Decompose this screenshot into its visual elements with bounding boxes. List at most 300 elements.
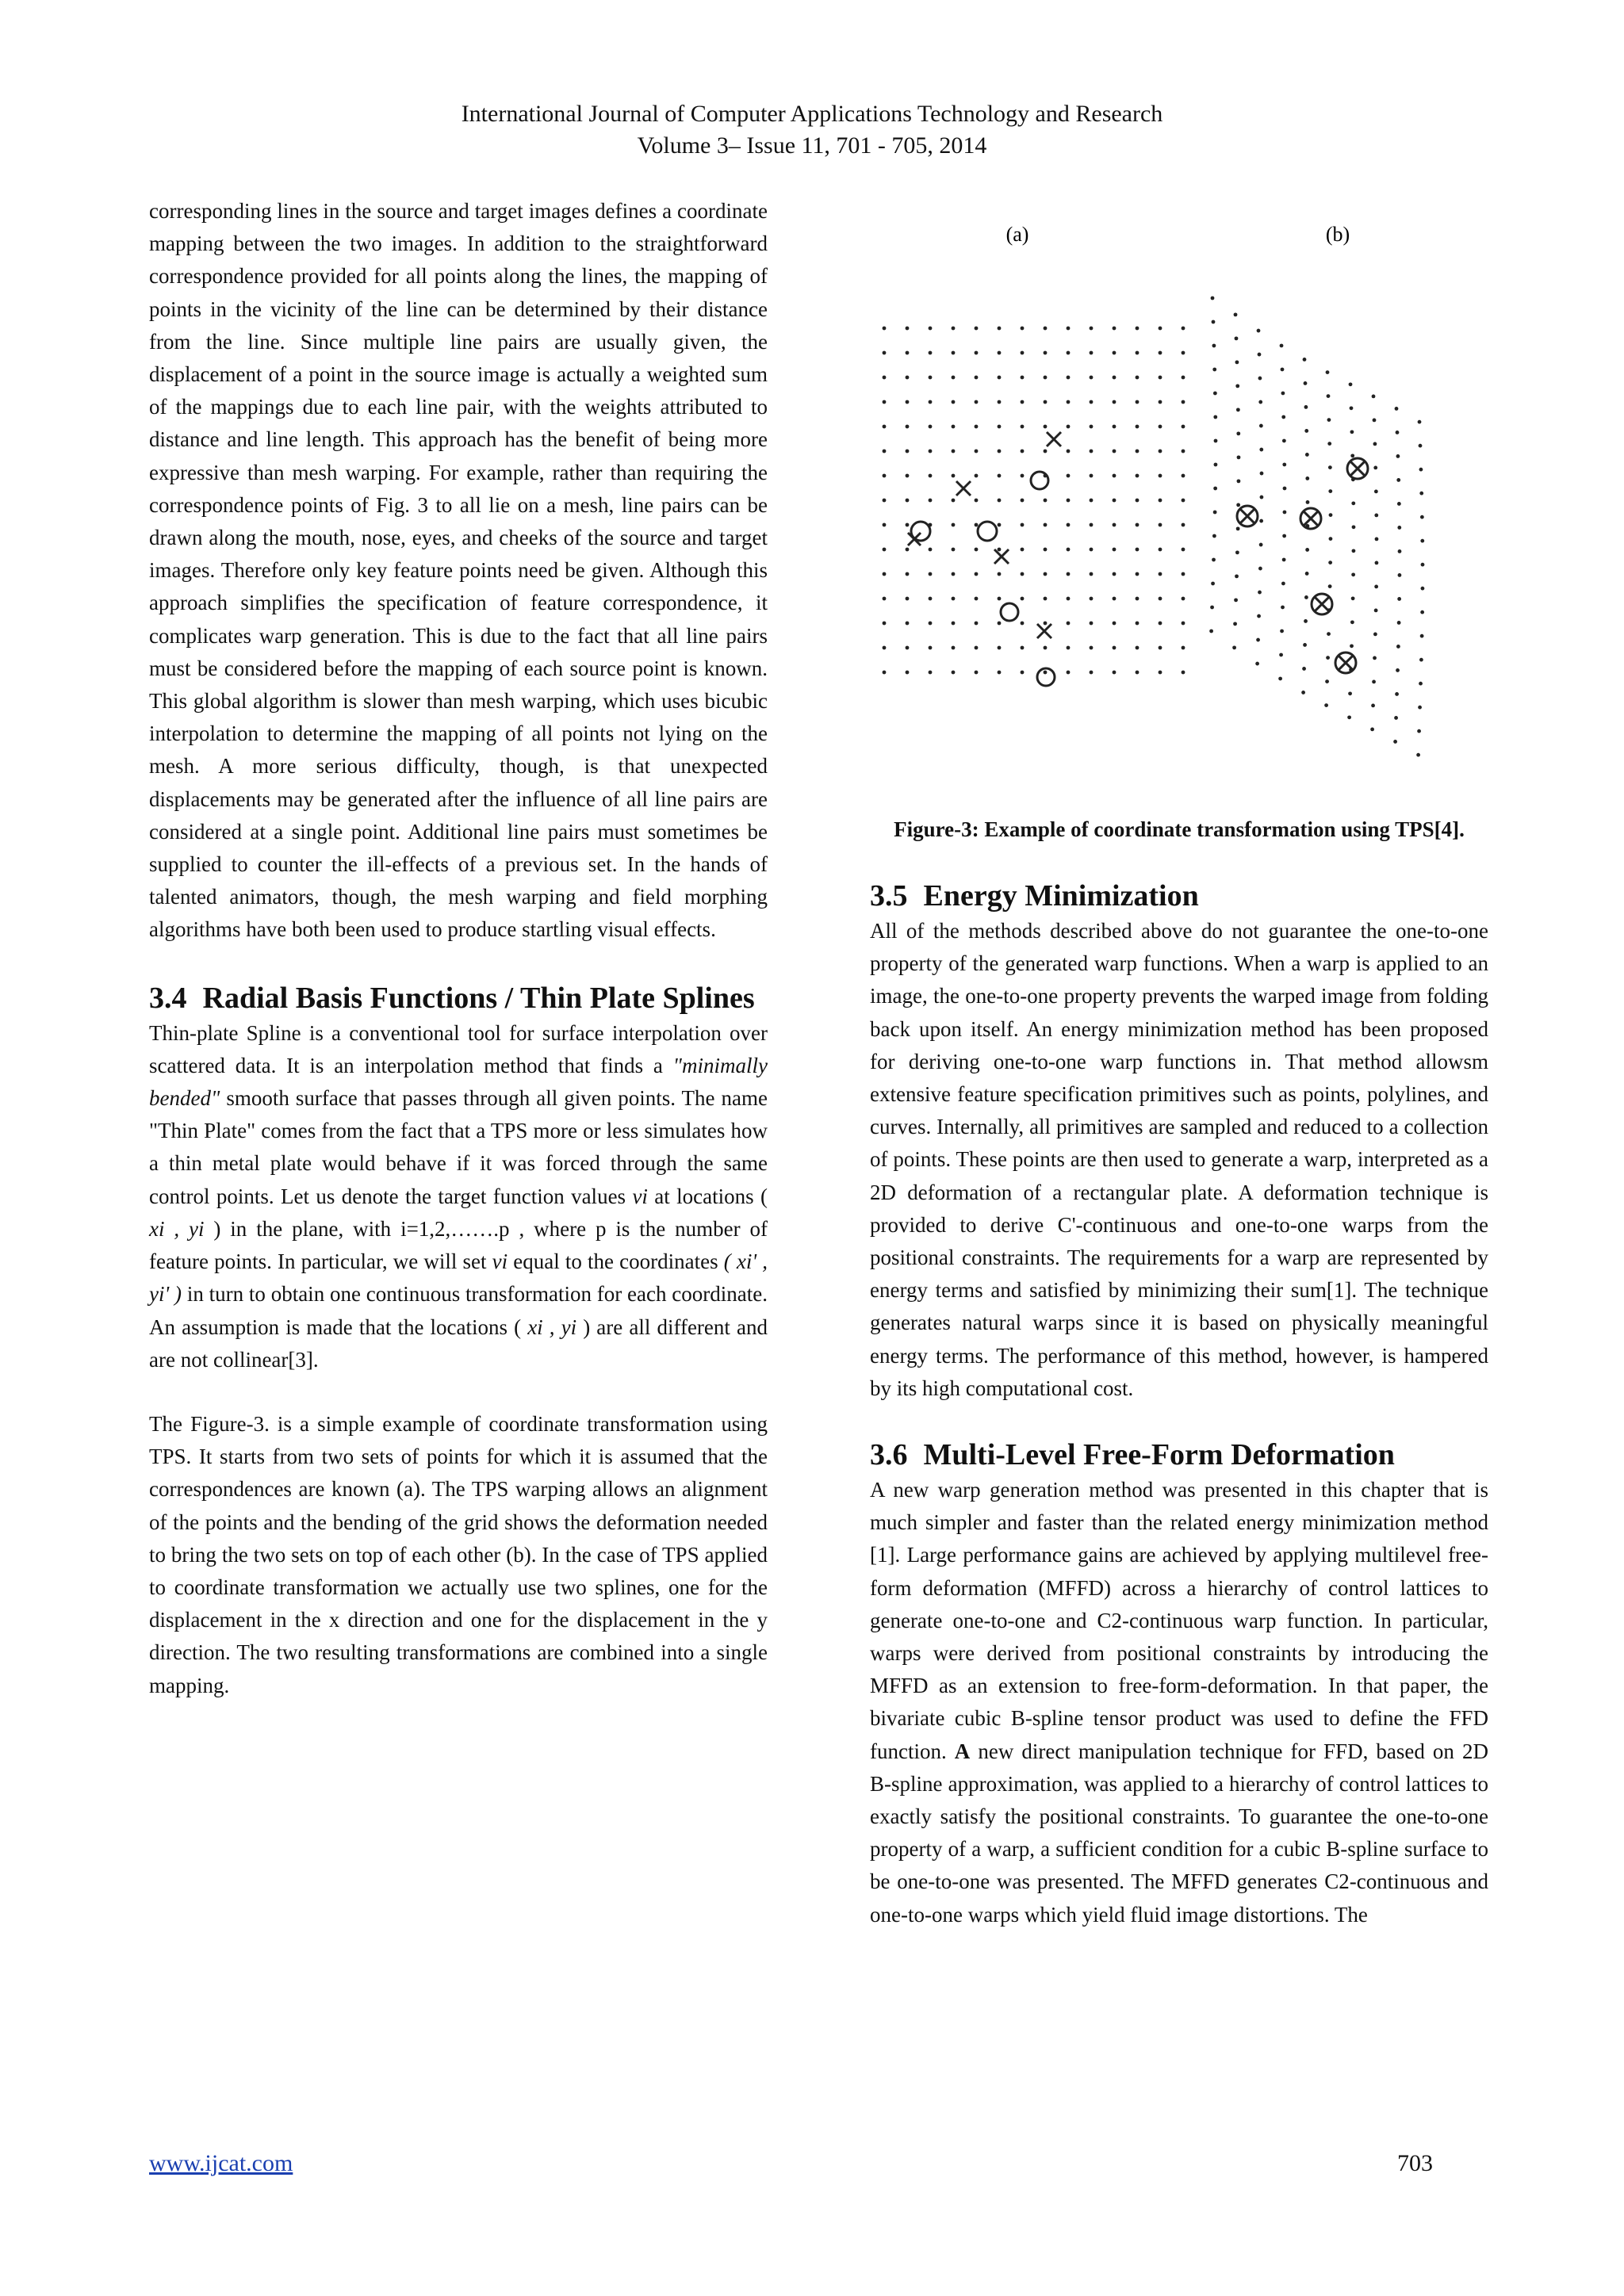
grid-point [1236,408,1240,411]
grid-point [1113,327,1116,331]
grid-point [952,622,956,626]
grid-point [1398,573,1402,577]
grid-point [1113,400,1116,404]
grid-point [1372,679,1376,683]
grid-point [1044,597,1048,601]
figure-caption: Figure-3: Example of coordinate transformation using TPS[4]. [894,817,1465,841]
grid-point [1067,548,1071,552]
grid-point [1370,727,1374,731]
grid-point [952,548,956,552]
grid-point [1113,450,1116,453]
grid-point [1182,376,1185,380]
grid-point [975,671,979,675]
grid-point [1044,523,1048,527]
grid-point [929,450,933,453]
grid-point [1257,329,1261,333]
grid-point [929,376,933,380]
grid-point [975,327,979,331]
grid-point [952,646,956,650]
grid-point [1067,597,1071,601]
grid-point [929,646,933,650]
grid-point [1044,622,1048,626]
grid-point [1373,442,1377,446]
grid-point [1182,572,1185,576]
grid-point [883,474,887,478]
grid-point [929,622,933,626]
grid-point [1256,638,1260,642]
grid-point [1394,716,1398,720]
grid-point [1182,351,1185,355]
tps-paragraph: Thin-plate Spline is a conventional tool for surface interpolation over scattered data. It is an interpolation method that finds a "minimally bended" smooth surface that passes through all given points. The name "Thin Plate" comes from the fact that a TPS more or less simulates how a thin metal plate would behave if it was forced through the same control points. Let us denote the target function values vi at locations ( xi , yi ) in the plane, with i=1,2,…….p , where p is the number of feature points. In particular, we will set vi equal to the coordinates ( xi' , yi' ) in turn to obtain one continuous transformation for each coordinate. An assumption is made that the locations ( xi , yi ) are all different and are not collinear[3]. [149,1020,768,1372]
section-title: Multi-Level Free-Form Deformation [923,1438,1395,1472]
grid-point [1021,327,1025,331]
grid-point [952,671,956,675]
grid-point [998,622,1002,626]
grid-point [906,597,910,601]
grid-point [883,572,887,576]
grid-point [1182,646,1185,650]
grid-point [1419,682,1423,686]
grid-point [1182,548,1185,552]
grid-point [1214,439,1218,443]
grid-point [1305,476,1309,480]
grid-point [1420,515,1424,519]
grid-point [998,548,1002,552]
grid-point [1235,574,1239,578]
grid-point [1328,584,1332,588]
grid-point [1044,671,1048,675]
grid-point [1373,465,1377,469]
grid-point [1329,537,1333,541]
grid-point [906,548,910,552]
grid-point [1212,534,1216,538]
journal-title: International Journal of Computer Applications Technology and Research [461,101,1163,127]
grid-point [1214,463,1218,467]
grid-point [1021,351,1025,355]
grid-point [1159,572,1162,576]
grid-point [975,622,979,626]
grid-point [1281,392,1285,396]
grid-point [1136,523,1139,527]
grid-point [906,425,910,429]
grid-point [1281,415,1285,419]
grid-point [1326,370,1330,374]
x-marker [908,533,921,545]
grid-point [1021,622,1025,626]
section-number: 3.6 [870,1438,908,1472]
grid-point [998,450,1002,453]
grid-point [1021,376,1025,380]
page-number: 703 [1397,2150,1433,2176]
grid-point [1236,503,1240,507]
grid-point [1021,597,1025,601]
grid-point [952,523,956,527]
grid-point [975,548,979,552]
grid-point [906,376,910,380]
grid-point [1090,523,1094,527]
grid-point [1136,646,1139,650]
grid-point [1327,442,1331,446]
grid-point [883,622,887,626]
grid-point [1418,706,1422,710]
grid-point [975,597,979,601]
journal-volume: Volume 3– Issue 11, 701 - 705, 2014 [637,132,987,159]
grid-point [1420,610,1424,614]
mffd-paragraph: A new warp generation method was presented in this chapter that is much simpler and faster than the related energy minimization method [1]. Large performance gains are achieved by applying multilevel free-form deformation (MFFD) across a hierarchy of control lattices to generate one-to-one and C2-continuous warp function. In particular, warps were derived from positional constraints by introducing the MFFD as an extension to free-form-deformation. In that paper, the bivariate cubic B-spline tensor product was used to define the FFD function. A new direct manipulation technique for FFD, based on 2D B-spline approximation, was applied to a hierarchy of control lattices to exactly satisfy the positional constraints. To guarantee the one-to-one property of a warp, a sufficient condition for a cubic B-spline surface to be one-to-one was presented. The MFFD generates C2-continuous and one-to-one warps which yield fluid image distortions. The [870,1478,1488,1927]
grid-point [1374,584,1378,588]
grid-point [1281,606,1285,610]
grid-point [1324,703,1328,707]
grid-point [1419,468,1423,472]
grid-point [1260,496,1264,499]
grid-point [1213,511,1217,515]
grid-point [1159,425,1162,429]
grid-point [1044,400,1048,404]
grid-point [975,376,979,380]
source-point-grid [883,327,1185,675]
grid-point [906,646,910,650]
grid-point [906,351,910,355]
grid-point [1352,549,1356,553]
grid-point [1327,394,1331,398]
grid-point [1305,548,1309,552]
grid-point [1159,499,1162,503]
grid-point [1374,489,1378,493]
section-title: Radial Basis Functions / Thin Plate Splines [202,981,755,1015]
x-marker [1339,656,1353,670]
grid-point [952,351,956,355]
grid-point [952,572,956,576]
grid-point [1421,563,1425,567]
grid-point [1396,645,1400,649]
grid-point [1090,351,1094,355]
grid-point [1182,671,1185,675]
grid-point [998,572,1002,576]
grid-point [1090,597,1094,601]
grid-point [929,548,933,552]
grid-point [1159,548,1162,552]
grid-point [906,523,910,527]
grid-point [906,671,910,675]
grid-point [1113,499,1116,503]
grid-point [1235,550,1239,554]
grid-point [883,327,887,331]
grid-point [952,597,956,601]
grid-point [1233,622,1237,626]
grid-point [1280,344,1284,348]
grid-point [1352,525,1356,529]
grid-point [1283,511,1287,515]
grid-point [1021,523,1025,527]
grid-point [906,622,910,626]
grid-point [929,671,933,675]
grid-point [1281,582,1285,586]
grid-point [1210,606,1214,610]
grid-point [1282,463,1286,467]
section-3-5-heading [870,878,1488,915]
grid-point [883,400,887,404]
grid-point [1090,499,1094,503]
grid-point [1159,597,1162,601]
grid-point [1397,597,1401,601]
grid-point [975,499,979,503]
grid-point [1329,513,1333,517]
grid-point [1090,400,1094,404]
grid-point [1236,431,1240,435]
x-marker [994,549,1009,564]
grid-point [1283,487,1287,491]
grid-point [883,548,887,552]
grid-point [1136,400,1139,404]
grid-point [1113,548,1116,552]
grid-point [883,425,887,429]
grid-point [1021,400,1025,404]
grid-point [1279,653,1283,657]
grid-point [929,474,933,478]
grid-point [952,474,956,478]
grid-point [1136,499,1139,503]
grid-point [929,572,933,576]
grid-point [998,351,1002,355]
grid-point [1419,444,1423,448]
grid-point [1232,645,1236,649]
grid-point [998,474,1002,478]
grid-point [1090,450,1094,453]
grid-point [906,400,910,404]
grid-point [1159,450,1162,453]
grid-point [998,499,1002,503]
grid-point [1235,336,1239,340]
grid-point [1373,632,1377,636]
grid-point [883,499,887,503]
section-3-6-heading [870,1437,1488,1474]
grid-point [1113,671,1116,675]
grid-point [1258,567,1262,571]
x-marker [1350,461,1365,476]
section-number: 3.5 [870,879,908,913]
grid-point [952,327,956,331]
grid-point [1090,474,1094,478]
grid-point [1136,548,1139,552]
grid-point [1182,474,1185,478]
grid-point [883,523,887,527]
grid-point [1327,632,1331,636]
grid-point [1136,597,1139,601]
grid-point [1159,671,1162,675]
grid-point [1044,450,1048,453]
x-marker [1240,509,1254,523]
grid-point [1021,499,1025,503]
grid-point [1235,360,1239,364]
grid-point [1375,537,1379,541]
grid-point [1419,658,1423,662]
grid-point [1021,425,1025,429]
grid-point [1182,523,1185,527]
grid-point [1303,643,1307,647]
grid-point [1304,381,1308,385]
grid-point [1067,351,1071,355]
grid-point [1259,448,1263,452]
journal-header [0,98,1624,162]
grid-point [1067,671,1071,675]
grid-point [1213,487,1217,491]
grid-point [1044,572,1048,576]
grid-point [1090,671,1094,675]
grid-point [1113,376,1116,380]
grid-point [1209,629,1213,633]
grid-point [1281,368,1285,372]
grid-point [952,450,956,453]
grid-point [1305,453,1309,457]
x-marker [1047,432,1061,446]
grid-point [1182,425,1185,429]
section-3-4-heading [149,980,768,1017]
grid-point [1159,376,1162,380]
grid-point [883,597,887,601]
grid-point [1280,629,1284,633]
grid-point [1347,715,1351,719]
grid-point [1375,561,1379,564]
grid-point [1090,572,1094,576]
x-marker [1304,511,1318,526]
grid-point [929,400,933,404]
grid-point [1259,424,1263,428]
grid-point [1067,474,1071,478]
grid-point [1372,394,1376,398]
grid-point [1421,587,1425,591]
grid-point [929,351,933,355]
grid-point [1067,376,1071,380]
grid-point [1303,358,1307,362]
grid-point [1182,327,1185,331]
grid-point [1113,646,1116,650]
grid-point [883,671,887,675]
grid-point [1234,312,1238,316]
grid-point [1374,513,1378,517]
grid-point [1327,418,1331,422]
grid-point [1136,622,1139,626]
grid-point [1021,474,1025,478]
grid-point [1351,596,1355,600]
grid-point [906,474,910,478]
grid-point [1044,548,1048,552]
grid-point [1304,429,1308,433]
grid-point [1212,320,1216,324]
grid-point [1326,656,1330,660]
grid-point [1328,465,1332,469]
grid-point [1282,534,1286,538]
grid-point [906,572,910,576]
grid-point [975,474,979,478]
grid-point [1159,400,1162,404]
grid-point [1090,622,1094,626]
grid-point [952,376,956,380]
grid-point [975,646,979,650]
grid-point [883,376,887,380]
journal-url-link[interactable]: www.ijcat.com [149,2150,293,2176]
grid-point [1350,644,1354,648]
grid-point [1211,297,1215,300]
x-marker [956,481,971,496]
grid-point [883,351,887,355]
left-column [149,195,768,1702]
grid-point [1044,351,1048,355]
grid-point [1349,382,1353,386]
grid-point [1304,405,1308,409]
grid-point [1258,591,1262,595]
grid-point [1159,646,1162,650]
grid-point [1302,667,1306,671]
panel-b-label: (b) [1325,223,1350,246]
grid-point [1067,646,1071,650]
grid-point [1419,492,1423,496]
grid-point [906,499,910,503]
grid-point [1067,523,1071,527]
grid-point [1350,453,1354,457]
intro-paragraph: corresponding lines in the source and target images defines a coordinate mapping between the two images. In addition to the straightforward correspondence provided for all points along the lines, the mapping of points in the vicinity of the line can be determined by their distance from the line. Since multiple line pairs are usually given, the displacement of a point in the source image is actually a weighted sum of the mappings due to each line pair, with the weights attributed to distance and line length. This approach has the benefit of being more expressive than mesh warping. For example, rather than requiring the correspondence points of Fig. 3 to all lie on a mesh, line pairs can be drawn along the mouth, nose, eyes, and cheeks of the source and target images. Therefore only key feature points need be given. Although this approach simplifies the specification of feature correspondence, it complicates warp generation. This is due to the fact that all line pairs must be considered before the mapping of each source point is known. This global algorithm is slower than mesh warping, which uses bicubic interpolation to determine the mapping of all points not lying on the mesh. A more serious difficulty, though, is that unexpected displacements may be generated after the influence of all line pairs are considered at a single point. Additional line pairs must sometimes be supplied to counter the ill-effects of a previous set. In the hands of talented animators, though, the mesh warping and field morphing algorithms have both been used to produce startling visual effects. [149,199,768,942]
grid-point [1159,327,1162,331]
grid-point [1136,351,1139,355]
figure-3 [870,195,1488,813]
grid-point [1021,450,1025,453]
grid-point [1395,692,1399,696]
grid-point [952,425,956,429]
grid-point [1182,597,1185,601]
grid-point [952,499,956,503]
grid-point [1113,597,1116,601]
grid-point [1213,415,1217,419]
grid-point [1212,344,1216,348]
grid-point [1182,499,1185,503]
figure-description-paragraph: The Figure-3. is a simple example of coordinate transformation using TPS. It starts from two sets of points for which it is assumed that the correspondences are known (a). The TPS warping allows an alignment of the points and the bending of the grid shows the deformation needed to bring the two sets on top of each other (b). In the case of TPS applied to coordinate transformation we actually use two splines, one for the displacement in the x direction and one for the displacement in the y direction. The two resulting transformations are combined into a single mapping. [149,1411,768,1697]
circle-marker [1031,472,1048,489]
grid-point [1350,406,1354,410]
grid-point [1258,377,1262,381]
circle-marker [978,522,997,541]
grid-point [1159,351,1162,355]
grid-point [975,351,979,355]
grid-point [1136,671,1139,675]
grid-point [1371,703,1375,707]
grid-point [1113,351,1116,355]
grid-point [1021,646,1025,650]
grid-point [998,646,1002,650]
grid-point [1282,558,1286,562]
grid-point [1306,500,1310,504]
grid-point [998,327,1002,331]
grid-point [998,400,1002,404]
grid-point [1136,376,1139,380]
grid-point [1373,656,1377,660]
grid-point [1328,561,1332,564]
grid-point [1395,407,1399,411]
grid-point [975,572,979,576]
grid-point [1374,608,1378,612]
grid-point [1350,620,1354,624]
grid-point [952,400,956,404]
grid-point [1235,384,1239,388]
grid-point [929,499,933,503]
grid-point [1396,430,1400,434]
grid-point [1396,454,1400,458]
grid-point [1417,729,1421,733]
grid-point [1067,622,1071,626]
grid-point [1305,572,1309,576]
grid-point [975,523,979,527]
grid-point [1113,474,1116,478]
grid-point [1237,455,1241,459]
grid-point [1397,502,1401,506]
